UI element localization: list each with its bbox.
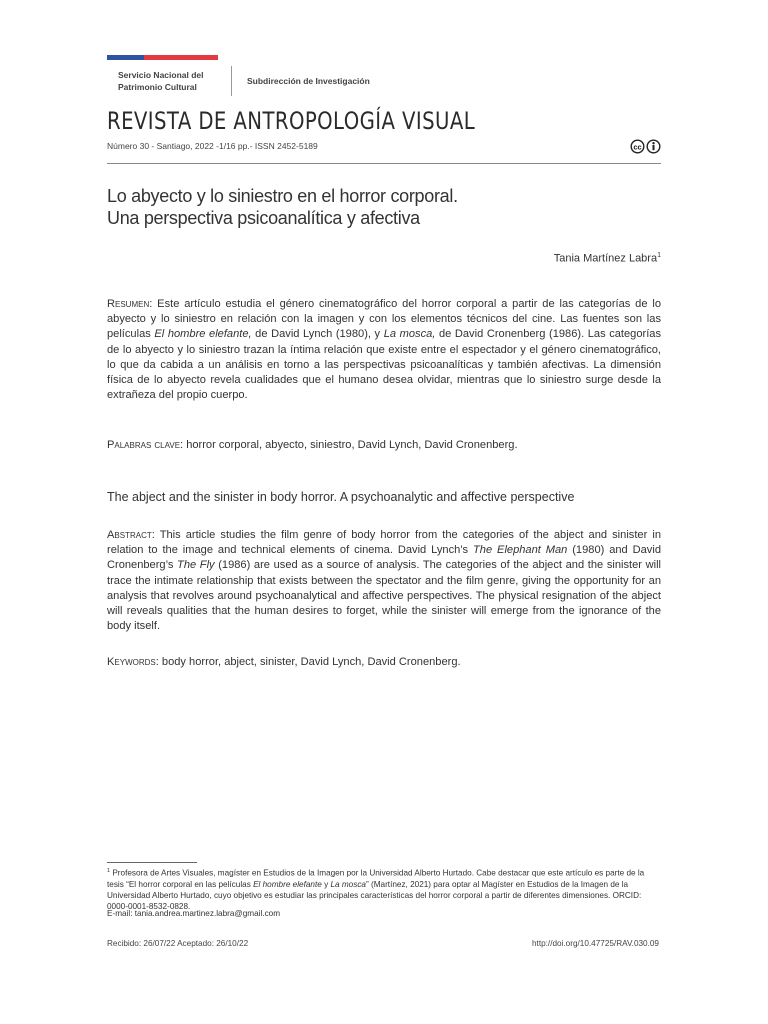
issue-info: Número 30 - Santiago, 2022 -1/16 pp.- ISSN 2452-5189 [107,141,318,151]
institution-line-2: Patrimonio Cultural [118,82,197,92]
article-title-line-1: Lo abyecto y lo siniestro en el horror corporal. [107,186,458,206]
resumen-film-2: La mosca, [383,328,436,341]
abstract-text-1: : This article studies the film genre of body horror from the categories of the abject and sinister in relation to the image and technical elements of cinema. David Lynch’s [107,529,661,557]
author-text: Tania Martínez Labra [553,252,658,265]
resumen-label: Resumen [107,298,150,310]
resumen-text-2: de David Lynch (1980), y [251,328,384,341]
article-title [107,185,667,229]
footnote-film-2: La mosca [330,879,366,889]
footnote-text-2: y [321,879,331,889]
institution-line-1: Servicio Nacional del [118,70,204,80]
keywords-label: Keywords [107,656,156,668]
english-title: The abject and the sinister in body horror. A psychoanalytic and affective perspective [107,490,575,504]
author-footnote-marker: 1 [657,252,661,259]
palabras-clave-text: : horror corporal, abyecto, siniestro, David Lynch, David Cronenberg. [180,439,518,451]
abstract-film-2: The Fly [177,559,215,572]
abstract-film-1: The Elephant Man [473,544,568,557]
abstract-text-2: (1980) and David Cronenberg’s [107,544,661,572]
footnote-rule [107,862,197,863]
author-email[interactable]: E-mail: tania.andrea.martinez.labra@gmail.com [107,909,281,918]
abstract-label: Abstract [107,529,152,541]
svg-text:cc: cc [633,142,642,152]
resumen-text-3: de David Cronenberg (1986). Las categorías de lo abyecto y lo siniestro trazan la íntima relación que existe entre el espectador y el género cinematográfico, lo que da cabida a un análisis en torno a las perspectivas psicoanalíticas y también afectivas. La dimensión física de lo abyecto revela cualidades que el humano desea olvidar, mientras que lo siniestro surge desde la extrañeza del propio cuerpo. [107,328,661,402]
creative-commons-by-icon [630,139,662,154]
subdirectorate-label: Subdirección de Investigación [247,76,370,86]
palabras-clave-paragraph [107,438,661,453]
header-rule [107,163,661,164]
resumen-paragraph [107,297,661,403]
author-name [554,252,661,265]
doi-link[interactable]: http://doi.org/10.47725/RAV.030.09 [531,939,659,948]
footnote [107,866,663,913]
abstract-paragraph [107,528,661,634]
header-divider [231,66,232,96]
footnote-number: 1 [107,868,111,874]
footnote-film-1: El hombre elefante [253,879,322,889]
institution-logo-text [118,69,204,93]
flag-red-segment [144,55,218,60]
received-accepted-dates: Recibido: 26/07/22 Aceptado: 26/10/22 [107,939,249,948]
abstract-text-3: (1986) are used as a source of analysis. The categories of the abject and the sinister will trace the intimate relationship that exists between the spectator and the film genre, giving the opportunity for an analysis that revolves around psychoanalytical and affective perspectives. The physical resignation of the abject will reveals qualities that the human desires to forget, while the sinister will emerge from the ignorance of the body itself. [107,559,661,633]
palabras-clave-label: Palabras clave [107,439,181,451]
footnote-text-3: ” (Martínez, 2021) para optar al Magíster en Estudios de la Imagen de la Universidad Alberto Hurtado, cuyo objetivo es estudiar las principales características del horror corporal a partir de diferentes dimensiones. ORCID: 0000-0001-8532-0828. [107,879,642,912]
chile-flag-stripe [107,55,218,60]
keywords-text: : body horror, abject, sinister, David Lynch, David Cronenberg. [155,656,461,668]
journal-title: REVISTA DE ANTROPOLOGÍA VISUAL [107,107,476,135]
resumen-film-1: El hombre elefante, [154,328,252,341]
article-title-line-2: Una perspectiva psicoanalítica y afectiva [107,208,420,228]
footnote-text-1: Profesora de Artes Visuales, magíster en Estudios de la Imagen por la Universidad Alberto Hurtado. Cabe destacar que este artículo es parte de la tesis “El horror corporal en las películas [107,868,645,889]
resumen-text-1: : Este artículo estudia el género cinematográfico del horror corporal a partir de las categorías de lo abyecto y lo siniestro en relación con la imagen y con los elementos técnicos del cine. Las fuentes son las películas [107,298,661,341]
keywords-paragraph [107,655,661,670]
flag-blue-segment [107,55,144,60]
